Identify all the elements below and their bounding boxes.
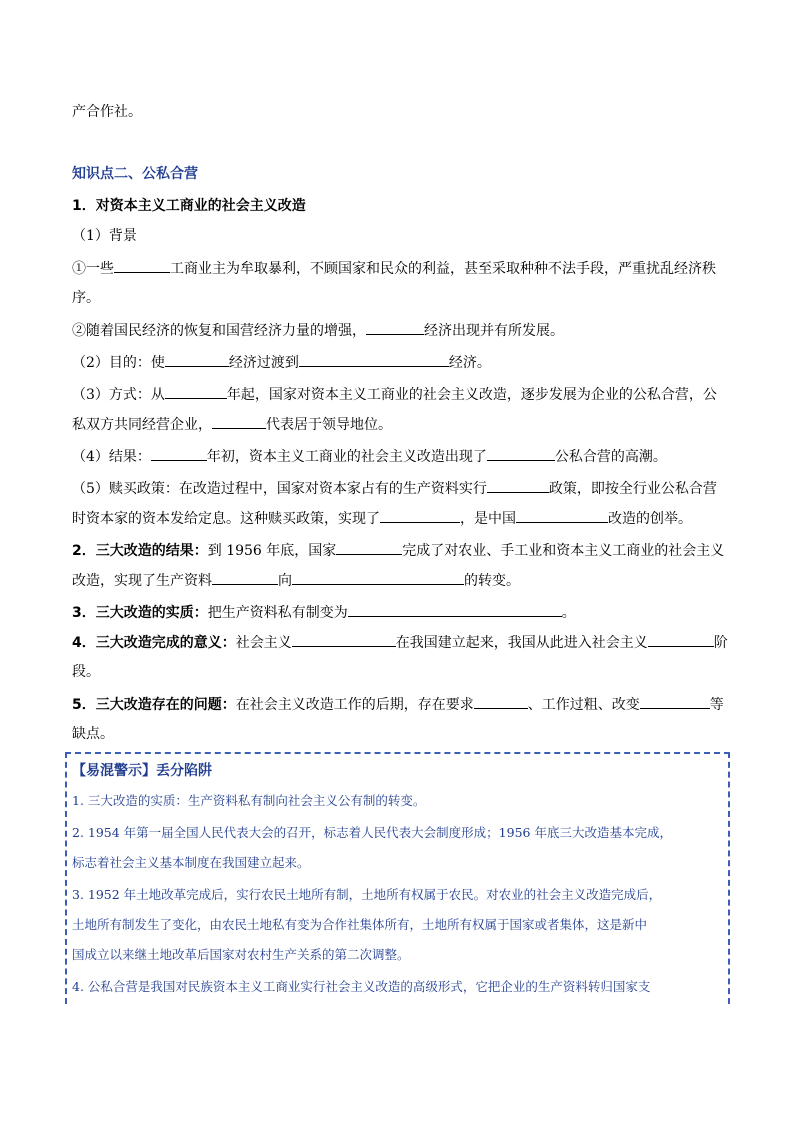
item2-line-cont [72, 570, 722, 591]
continuation-text: 产合作社。 [72, 104, 142, 120]
warning-line-1: 1. 三大改造的实质：生产资料私有制向社会主义公有制的转变。 [72, 793, 426, 808]
fill-blank [487, 478, 549, 493]
text: 的转变。 [464, 573, 520, 589]
text: 在社会主义改造工作的后期，存在要求 [235, 697, 474, 713]
fill-blank [640, 694, 710, 709]
text: 、工作过粗、改变 [527, 697, 640, 713]
fill-blank [212, 570, 278, 585]
text: 经济出现并有所发展。 [424, 323, 564, 339]
item3-line [72, 602, 722, 623]
fill-blank [212, 414, 266, 429]
fill-blank [114, 258, 170, 273]
text: 公私合营的高潮。 [554, 449, 667, 465]
text: 等 [709, 697, 724, 713]
text: 阶 [713, 635, 728, 651]
text: 代表居于领导地位。 [266, 417, 392, 433]
text: 政策，即按全行业公私合营 [548, 481, 717, 497]
item2-line [72, 540, 725, 561]
item4-line-cont: 段。 [72, 664, 100, 680]
item5-heading: 5．三大改造存在的问题： [72, 697, 236, 713]
fill-blank [516, 508, 608, 523]
text: 在我国建立起来，我国从此进入社会主义 [395, 635, 648, 651]
text: （2）目的：使 [72, 355, 165, 371]
item3-heading: 3．三大改造的实质： [72, 605, 208, 621]
fill-blank [348, 602, 562, 617]
warning-title-text: 【易混警示】丢分陷阱 [72, 763, 212, 779]
warning-line-2: 2. 1954 年第一届全国人民代表大会的召开，标志着人民代表大会制度形成；1956 年底三大改造基本完成， [72, 825, 672, 840]
fill-blank [151, 446, 207, 461]
text: 年起，国家对资本主义工商业的社会主义改造，逐步发展为企业的公私合营，公 [226, 387, 717, 403]
text: 向 [278, 573, 292, 589]
warning-line-4: 3. 1952 年土地改革完成后，实行农民土地所有制，土地所有权属于农民。对农业的社会主义改造完成后， [72, 887, 662, 902]
fill-blank [165, 384, 227, 399]
warning-line-7: 4. 公私合营是我国对民族资本主义工商业实行社会主义改造的高级形式，它把企业的生产资料转归国家支 [72, 979, 651, 994]
item5-line [72, 694, 722, 715]
text: 完成了对农业、手工业和资本主义工商业的社会主义 [402, 543, 725, 559]
fill-blank [487, 446, 555, 461]
text: 经济过渡到 [228, 355, 299, 371]
text: 年初，资本主义工商业的社会主义改造出现了 [206, 449, 487, 465]
background-point-2 [72, 320, 722, 341]
item5-line-cont: 缺点。 [72, 726, 114, 742]
text: 改造的创举。 [608, 511, 692, 527]
item4-heading: 4．三大改造完成的意义： [72, 635, 236, 651]
background-label: （1）背景 [72, 228, 137, 244]
continuation-line [72, 102, 722, 122]
buyout-line [72, 478, 722, 499]
text: （3）方式：从 [72, 387, 165, 403]
fill-blank [299, 352, 449, 367]
fill-blank [474, 694, 528, 709]
text: （5）赎买政策：在改造过程中，国家对资本家占有的生产资料实行 [72, 481, 487, 497]
text: 时资本家的资本发给定息。这种赎买政策，实现了 [72, 511, 380, 527]
text: 改造，实现了生产资料 [72, 573, 212, 589]
method-line-cont [72, 414, 722, 435]
text: ，是中国 [460, 511, 516, 527]
warning-line-5: 土地所有制发生了变化，由农民土地私有变为合作社集体所有，土地所有权属于国家或者集体，这是新中 [72, 917, 648, 932]
warning-title [72, 762, 722, 780]
item2-heading: 2．三大改造的结果： [72, 543, 208, 559]
warning-box [65, 752, 730, 1004]
text: 社会主义 [235, 635, 292, 651]
text: 工商业主为牟取暴利，不顾国家和民众的利益，甚至采取种种不法手段，严重扰乱经济秩 [170, 261, 716, 277]
section-title: 知识点二、公私合营 [72, 166, 198, 182]
text: 私双方共同经营企业， [72, 417, 212, 433]
text: 把生产资料私有制变为 [207, 605, 348, 621]
text: ②随着国民经济的恢复和国营经济力量的增强， [72, 323, 366, 339]
fill-blank [336, 540, 402, 555]
fill-blank [292, 570, 464, 585]
text: 。 [561, 605, 576, 621]
warning-line-6: 国成立以来继土地改革后国家对农村生产关系的第二次调整。 [72, 947, 410, 962]
item4-line [72, 632, 728, 653]
fill-blank [292, 632, 396, 647]
text: 到 1956 年底，国家 [207, 543, 337, 559]
text: （4）结果： [72, 449, 151, 465]
text: 经济。 [448, 355, 491, 371]
fill-blank [366, 320, 424, 335]
fill-blank [380, 508, 460, 523]
fill-blank [165, 352, 229, 367]
goal-line [72, 352, 722, 373]
method-line [72, 384, 722, 405]
buyout-line-cont [72, 508, 722, 529]
item1-heading: 1．对资本主义工商业的社会主义改造 [72, 198, 306, 214]
text: ①一些 [72, 261, 114, 277]
warning-line-3: 标志着社会主义基本制度在我国建立起来。 [72, 855, 310, 870]
background-point-1 [72, 258, 722, 279]
background-point-1-cont: 序。 [72, 290, 100, 306]
fill-blank [648, 632, 714, 647]
result-line [72, 446, 722, 467]
